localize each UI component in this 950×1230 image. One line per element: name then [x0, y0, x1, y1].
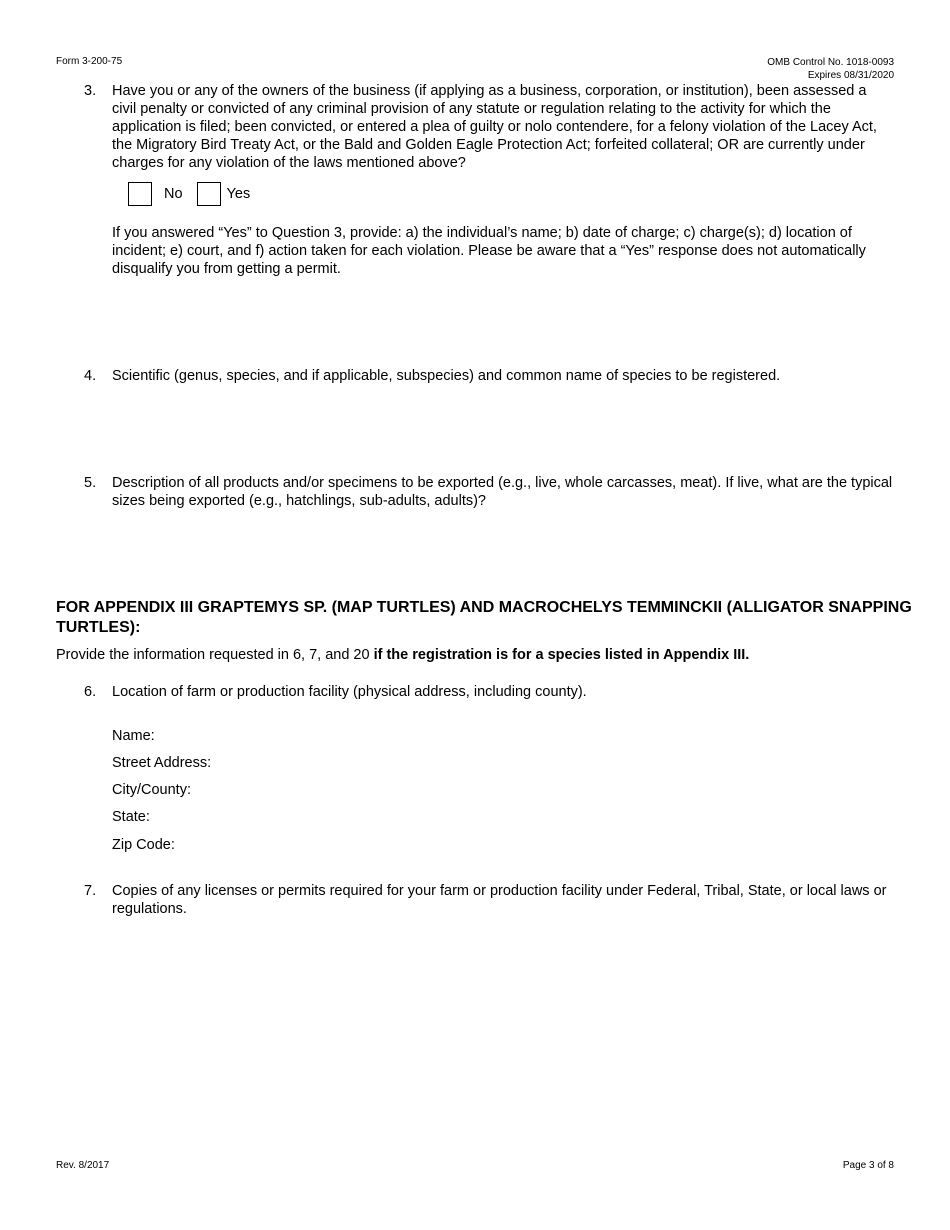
page-number: Page 3 of 8 — [842, 1160, 894, 1171]
state-field-label: State: — [112, 809, 150, 825]
intro-bold-text: if the registration is for a species listed in Appendix III. — [373, 647, 750, 663]
question-4 — [84, 367, 894, 385]
form-number: Form 3-200-75 — [56, 56, 123, 67]
question-5 — [84, 474, 894, 510]
omb-info — [767, 56, 894, 82]
appendix-iii-section-title: FOR APPENDIX III GRAPTEMYS SP. (MAP TURTLES) AND MACROCHELYS TEMMINCKII (ALLIGATOR SNAPPING TURTLES): — [56, 599, 912, 636]
question-6-number: 6. — [84, 684, 97, 700]
no-checkbox[interactable] — [128, 182, 152, 206]
question-6 — [84, 683, 894, 701]
question-7 — [84, 882, 894, 918]
name-field-label: Name: — [112, 728, 155, 744]
omb-control-number: OMB Control No. 1018-0093 — [767, 57, 894, 68]
city-county-field-label: City/County: — [112, 782, 191, 798]
street-address-field-label: Street Address: — [112, 755, 212, 771]
question-5-text: Description of all products and/or specimens to be exported (e.g., live, whole carcasses, meat). If live, what are the typical sizes being exported (e.g., hatchlings, sub-adults, adults)? — [112, 475, 893, 509]
question-5-number: 5. — [84, 475, 97, 491]
question-3-number: 3. — [84, 83, 97, 99]
zip-code-field-label: Zip Code: — [112, 837, 175, 853]
question-6-text: Location of farm or production facility (physical address, including county). — [112, 684, 587, 700]
question-4-number: 4. — [84, 368, 97, 384]
expiration-date: Expires 08/31/2020 — [807, 70, 894, 81]
revision-date: Rev. 8/2017 — [56, 1160, 110, 1171]
yes-checkbox[interactable] — [197, 182, 221, 206]
question-7-number: 7. — [84, 883, 97, 899]
question-3-followup: If you answered “Yes” to Question 3, provide: a) the individual’s name; b) date of charge; c) charge(s); d) location of incident; e) court, and f) action taken for each violation. Please be aware that a “Yes” response does not automatically disqualify you from getting a permit. — [112, 225, 866, 277]
question-4-text: Scientific (genus, species, and if applicable, subspecies) and common name of species to be registered. — [112, 368, 781, 384]
question-3-options — [128, 180, 254, 208]
question-3-text: Have you or any of the owners of the business (if applying as a business, corporation, or institution), been assessed a civil penalty or convicted of any criminal provision of any statute or regulation relating to the activity for which the application is filed; been convicted, or entered a plea of guilty or nolo contendere, for a felony violation of the Lacey Act, the Migratory Bird Treaty Act, or the Bald and Golden Eagle Protection Act; forfeited collateral; OR are currently under charges for any violation of the laws mentioned above? — [112, 83, 877, 171]
intro-text: Provide the information requested in 6, 7, and 20 — [56, 647, 374, 663]
yes-label: Yes — [226, 186, 251, 202]
question-7-text: Copies of any licenses or permits required for your farm or production facility under Federal, Tribal, State, or local laws or regulations. — [112, 883, 887, 917]
no-label: No — [164, 186, 183, 202]
question-3 — [84, 82, 894, 172]
appendix-iii-intro — [56, 647, 749, 663]
